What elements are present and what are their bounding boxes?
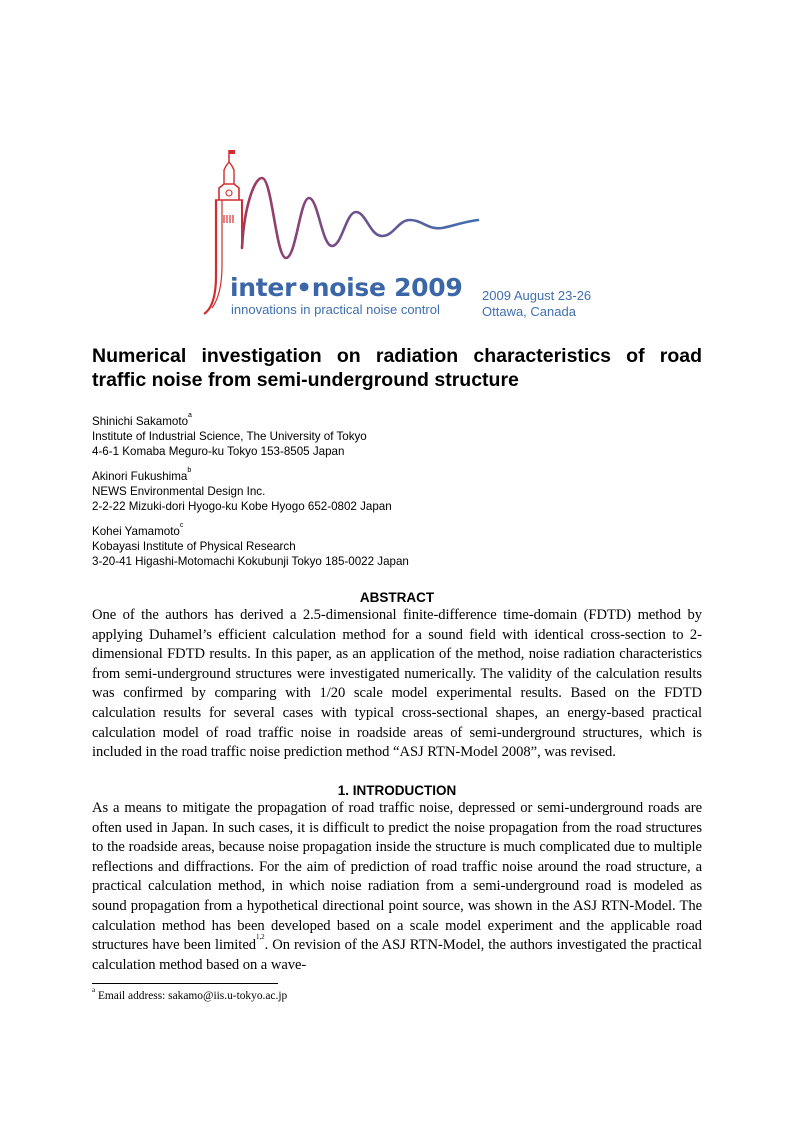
footnote-text: Email address: sakamo@iis.u-tokyo.ac.jp <box>95 990 288 1002</box>
author-address: 2-2-22 Mizuki-dori Hyogo-ku Kobe Hyogo 652-0802 Japan <box>92 500 392 513</box>
author-name: Kohei Yamamoto <box>92 525 180 538</box>
author-address: 3-20-41 Higashi-Motomachi Kokubunji Tokyo 185-0022 Japan <box>92 555 409 568</box>
abstract-text: One of the authors has derived a 2.5-dimensional finite-difference time-domain (FDTD) method by applying Duhamel’s efficient calculation method for a sound field with identical cross-section to 2-dimensional FDTD results. In this paper, as an application of the method, noise radiation characteristics from semi-underground structures were investigated numerically. The validity of the calculation results was confirmed by comparing with 1/20 scale model experimental results. Based on the FDTD calculation results for several cases with typical cross-sectional shapes, an energy-based practical calculation model of road traffic noise in roadside areas of semi-underground structures, which is included in the road traffic noise prediction method “ASJ RTN-Model 2008”, was revised. <box>92 607 702 761</box>
author-mark: b <box>187 467 192 474</box>
author-mark: a <box>188 412 192 419</box>
author-block <box>92 524 692 569</box>
logo-wordmark: inter•noise 2009 <box>230 273 463 302</box>
citation-ref: 1,2 <box>256 933 265 942</box>
footnote <box>92 986 288 1003</box>
introduction-heading: 1. INTRODUCTION <box>337 783 457 798</box>
author-address: 4-6-1 Komaba Meguro-ku Tokyo 153-8505 Japan <box>92 445 345 458</box>
paper-title: Numerical investigation on radiation characteristics of road traffic noise from semi-underground structure <box>92 345 702 391</box>
logo-tagline: innovations in practical noise control <box>231 302 440 317</box>
author-block <box>92 414 692 459</box>
intro-text-part: . On revision of the ASJ RTN-Model, the authors investigated the practical calculation method based on a wave- <box>92 937 702 973</box>
conference-dates: 2009 August 23-26 <box>482 288 592 303</box>
author-list <box>92 414 692 579</box>
author-affiliation: Institute of Industrial Science, The University of Tokyo <box>92 430 367 443</box>
author-mark: c <box>179 522 184 529</box>
author-affiliation: Kobayasi Institute of Physical Research <box>92 540 296 553</box>
introduction-text <box>92 799 702 975</box>
abstract-heading: ABSTRACT <box>359 590 435 605</box>
footnote-divider <box>92 983 278 984</box>
author-name: Akinori Fukushima <box>92 470 188 483</box>
conference-logo <box>196 148 496 320</box>
author-block <box>92 469 692 514</box>
author-affiliation: NEWS Environmental Design Inc. <box>92 485 266 498</box>
intro-text-part: As a means to mitigate the propagation of road traffic noise, depressed or semi-underground roads are often used in Japan. In such cases, it is difficult to predict the noise propagation from the road structures to the roadside areas, because noise propagation inside the structure is much complicated due to multiple reflections and diffractions. For the aim of prediction of road traffic noise around the road structure, a practical calculation method, in which noise radiation from a semi-underground road is modeled as sound propagation from a hypothetical directional point source, was shown in the ASJ RTN-Model. The calculation method has been developed based on a scale model experiment and the applicable road structures have been limited <box>92 800 702 954</box>
conference-info <box>482 288 591 320</box>
conference-location: Ottawa, Canada <box>482 304 576 319</box>
footnote-mark: a <box>92 986 96 994</box>
author-name: Shinichi Sakamoto <box>92 415 189 428</box>
